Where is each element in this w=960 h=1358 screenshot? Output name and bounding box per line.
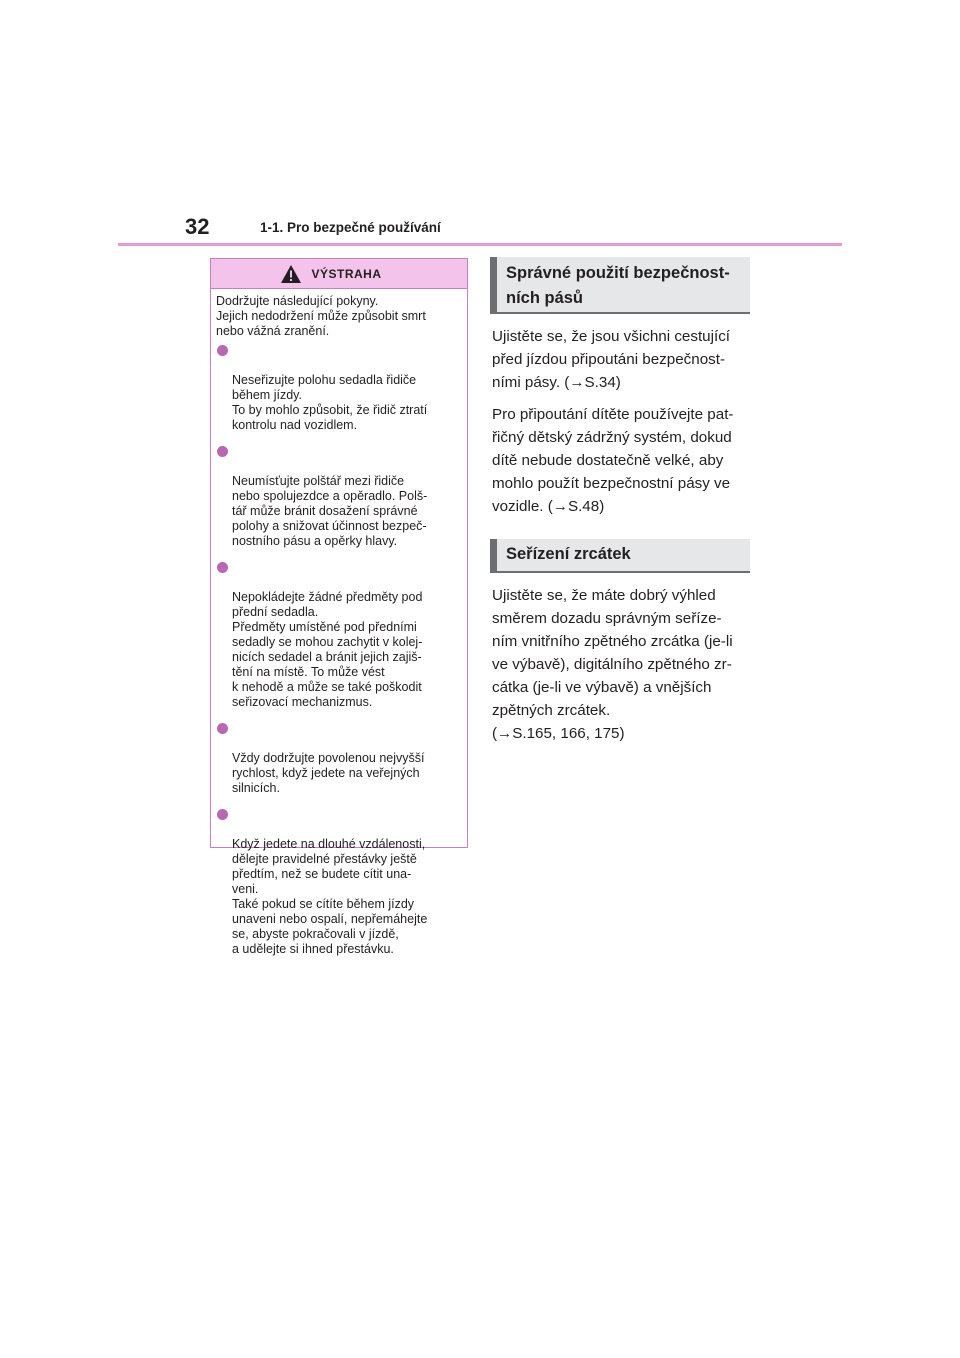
warning-title: VÝSTRAHA bbox=[311, 266, 382, 281]
warning-item bbox=[216, 343, 461, 433]
bullet-icon bbox=[217, 809, 228, 820]
mirrors-heading: Seřízení zrcátek bbox=[490, 539, 750, 573]
child-restraint-paragraph: Pro připoutání dítěte používejte pat- řičný dětský zádržný systém, dokud dítě nebude dostatečně velké, aby mohlo použít bezpečnostní pásy ve vozidle. (→S.48) bbox=[492, 406, 734, 515]
seatbelt-heading: Správné použití bezpečnost- ních pásů bbox=[490, 257, 750, 314]
warning-item-text: Nepokládejte žádné předměty pod přední sedadla. Předměty umístěné pod předními sedadly se mohou zachytit v kolej- nicích sedadel a bránit jejich zajiš- tění na místě. To může vést k nehodě a může se také poškodit seřizovací mechanizmus. bbox=[232, 590, 423, 709]
warning-item bbox=[216, 560, 461, 710]
warning-item-text: Když jedete na dlouhé vzdálenosti, dělejte pravidelné přestávky ještě předtím, než se budete cítit una- veni. Také pokud se cítíte během jízdy unaveni nebo ospalí, nepřemáhejte se, abyste pokračovali v jízdě, a udělejte si ihned přestávku. bbox=[232, 837, 428, 956]
warning-header bbox=[211, 259, 467, 289]
warning-item-text: Neumísťujte polštář mezi řidiče nebo spolujezdce a opěradlo. Polš- tář může bránit dosažení správné polohy a snižovat účinnost bezpeč- nostního pásu a opěrky hlavy. bbox=[232, 474, 428, 548]
warning-item bbox=[216, 444, 461, 549]
warning-item bbox=[216, 807, 461, 957]
bullet-icon bbox=[217, 345, 228, 356]
warning-body bbox=[211, 289, 467, 957]
seatbelt-paragraph: Ujistěte se, že jsou všichni cestující před jízdou připoutáni bezpečnost- ními pásy. (→S.34) bbox=[492, 328, 731, 391]
bullet-icon bbox=[217, 562, 228, 573]
warning-intro: Dodržujte následující pokyny. Jejich nedodržení může způsobit smrt nebo vážná zranění. bbox=[216, 294, 426, 338]
right-column bbox=[490, 257, 750, 754]
bullet-icon bbox=[217, 723, 228, 734]
page-number: 32 bbox=[185, 214, 210, 239]
warning-item-text: Vždy dodržujte povolenou nejvyšší rychlost, když jedete na veřejných silnicích. bbox=[232, 751, 425, 795]
warning-triangle-icon bbox=[280, 264, 302, 284]
section-title: 1-1. Pro bezpečné používání bbox=[260, 220, 441, 235]
bullet-icon bbox=[217, 446, 228, 457]
warning-item bbox=[216, 721, 461, 796]
warning-box bbox=[210, 258, 468, 956]
mirrors-paragraph: Ujistěte se, že máte dobrý výhled směrem dozadu správným seříze- ním vnitřního zpětného zrcátka (je-li ve výbavě), digitálního zpětného zr- cátka (je-li ve výbavě) a vnějších zpětných zrcátek. (→S.165, 166, 175) bbox=[492, 587, 733, 742]
warning-item-text: Neseřizujte polohu sedadla řidiče během jízdy. To by mohlo způsobit, že řidič ztratí kontrolu nad vozidlem. bbox=[232, 373, 428, 432]
header-rule bbox=[118, 243, 842, 246]
